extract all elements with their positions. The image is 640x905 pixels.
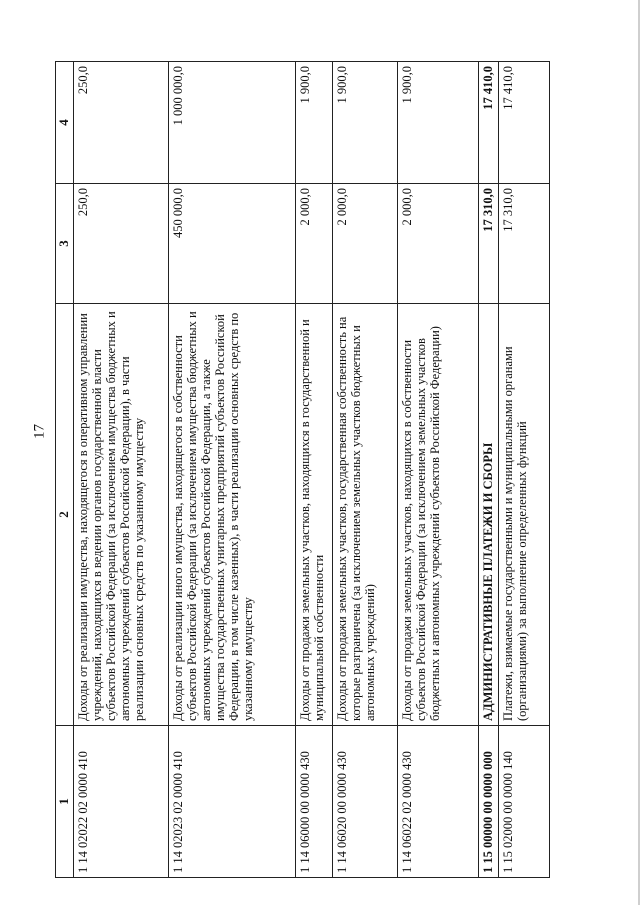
header-col-2: 2 [56, 304, 74, 726]
row-value-col4: 1 900,0 [397, 62, 478, 184]
table-row [295, 62, 332, 878]
row-description: АДМИНИСТРАТИВНЫЕ ПЛАТЕЖИ И СБОРЫ [478, 304, 498, 726]
row-value-col4: 1 900,0 [295, 62, 332, 184]
row-value-col3: 2 000,0 [295, 184, 332, 304]
row-description: Доходы от продажи земельных участков, государственная собственность на которые разграничена (за исключением земельных участков бюджетных и автономных учреждений) [332, 304, 397, 726]
rotated-table-container [55, 62, 585, 878]
table-header-row [56, 62, 74, 878]
row-value-col3: 17 310,0 [498, 184, 549, 304]
table-row [168, 62, 295, 878]
row-value-col3: 2 000,0 [397, 184, 478, 304]
row-value-col4: 17 410,0 [498, 62, 549, 184]
row-value-col3: 450 000,0 [168, 184, 295, 304]
header-col-1: 1 [56, 726, 74, 878]
row-value-col4: 1 000 000,0 [168, 62, 295, 184]
row-code: 1 14 06020 00 0000 430 [332, 726, 397, 878]
row-code: 1 14 06000 00 0000 430 [295, 726, 332, 878]
table-row-section-total [478, 62, 498, 878]
table-row [332, 62, 397, 878]
header-col-3: 3 [56, 184, 74, 304]
row-value-col3: 250,0 [73, 184, 168, 304]
row-description: Доходы от реализации иного имущества, находящегося в собственности субъектов Российской Федерации (за исключением имущества бюджетных и автономных учреждений субъектов Российской Федерации, а также имущества государственных унитарных предприятий субъектов Российской Федерации, в том числе казенных), в части реализации основных средств по указанному имуществу [168, 304, 295, 726]
row-description: Доходы от продажи земельных участков, находящихся в собственности субъектов Российской Федерации (за исключением земельных участков бюджетных и автономных учреждений субъектов Российской Федерации) [397, 304, 478, 726]
budget-revenue-table [55, 61, 550, 878]
table-row [397, 62, 478, 878]
row-code: 1 14 02022 02 0000 410 [73, 726, 168, 878]
row-code: 1 15 02000 00 0000 140 [498, 726, 549, 878]
row-value-col3: 17 310,0 [478, 184, 498, 304]
row-code: 1 14 06022 02 0000 430 [397, 726, 478, 878]
row-value-col4: 1 900,0 [332, 62, 397, 184]
table-row [498, 62, 549, 878]
row-code: 1 15 00000 00 0000 000 [478, 726, 498, 878]
row-value-col4: 250,0 [73, 62, 168, 184]
row-value-col4: 17 410,0 [478, 62, 498, 184]
table-row [73, 62, 168, 878]
row-description: Платежи, взимаемые государственными и муниципальными органами (организациями) за выполнение определенных функций [498, 304, 549, 726]
row-description: Доходы от реализации имущества, находящегося в оперативном управлении учреждений, находящихся в ведении органов государственной власти субъектов Российской Федерации (за исключением имущества бюджетных и автономных учреждений субъектов Российской Федерации), в части реализации основных средств по указанному имуществу [73, 304, 168, 726]
header-col-4: 4 [56, 62, 74, 184]
row-value-col3: 2 000,0 [332, 184, 397, 304]
row-code: 1 14 02023 02 0000 410 [168, 726, 295, 878]
row-description: Доходы от продажи земельных участков, находящихся в государственной и муниципальной собственности [295, 304, 332, 726]
page-number: 17 [31, 424, 48, 439]
